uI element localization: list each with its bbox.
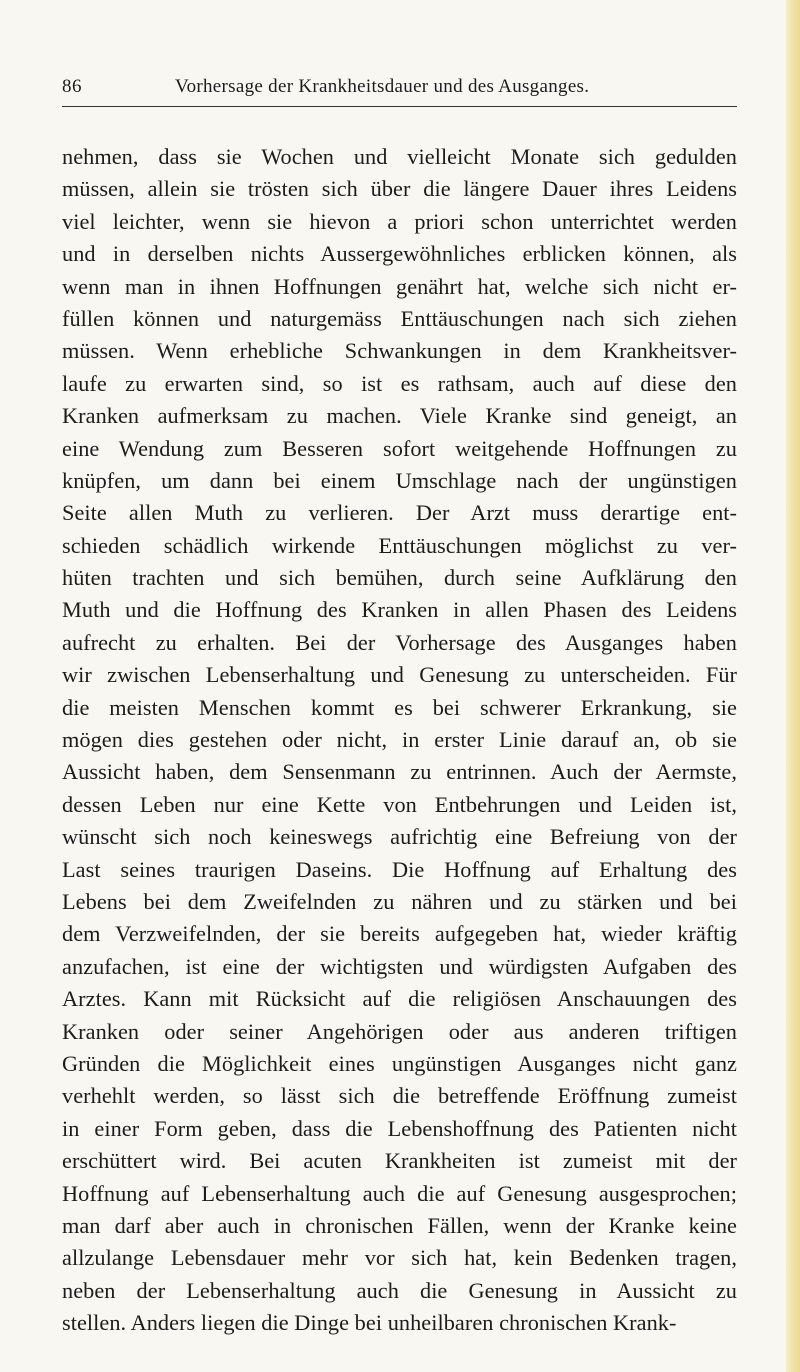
- text-line: hüten trachten und sich bemühen, durch seine Aufklärung den: [62, 565, 737, 591]
- text-line: in einer Form geben, dass die Lebenshoffnung des Patienten nicht: [62, 1115, 737, 1141]
- text-line: wenn man in ihnen Hoffnungen genährt hat, welche sich nicht er-: [62, 273, 737, 299]
- text-line: Gründen die Möglichkeit eines ungünstigen Ausganges nicht ganz: [62, 1050, 737, 1076]
- body-text: [62, 141, 737, 1339]
- text-line: aufrecht zu erhalten. Bei der Vorhersage des Ausganges haben: [62, 629, 737, 655]
- text-line: verhehlt werden, so lässt sich die betreffende Eröffnung zumeist: [62, 1083, 737, 1109]
- text-line: Kranken aufmerksam zu machen. Viele Kranke sind geneigt, an: [62, 403, 737, 429]
- text-line: erschüttert wird. Bei acuten Krankheiten ist zumeist mit der: [62, 1148, 737, 1174]
- text-line: viel leichter, wenn sie hievon a priori schon unterrichtet werden: [62, 208, 737, 234]
- text-line: Aussicht haben, dem Sensenmann zu entrinnen. Auch der Aermste,: [62, 759, 737, 785]
- page-edge-shading: [786, 0, 800, 1372]
- text-line: neben der Lebenserhaltung auch die Genesung in Aussicht zu: [62, 1277, 737, 1303]
- text-line: Lebens bei dem Zweifelnden zu nähren und zu stärken und bei: [62, 888, 737, 914]
- text-line: Last seines traurigen Daseins. Die Hoffnung auf Erhaltung des: [62, 856, 737, 882]
- text-line: müssen, allein sie trösten sich über die längere Dauer ihres Leidens: [62, 176, 737, 202]
- text-line: wir zwischen Lebenserhaltung und Genesung zu unterscheiden. Für: [62, 662, 737, 688]
- text-line: und in derselben nichts Aussergewöhnliches erblicken können, als: [62, 241, 737, 267]
- text-line: Muth und die Hoffnung des Kranken in allen Phasen des Leidens: [62, 597, 737, 623]
- text-line: dem Verzweifelnden, der sie bereits aufgegeben hat, wieder kräftig: [62, 921, 737, 947]
- text-line: Hoffnung auf Lebenserhaltung auch die auf Genesung ausgesprochen;: [62, 1180, 737, 1206]
- text-line: knüpfen, um dann bei einem Umschlage nach der ungünstigen: [62, 467, 737, 493]
- page-number: 86: [62, 76, 82, 97]
- text-line: wünscht sich noch keineswegs aufrichtig eine Befreiung von der: [62, 824, 737, 850]
- text-line: Seite allen Muth zu verlieren. Der Arzt muss derartige ent-: [62, 500, 737, 526]
- text-line: dessen Leben nur eine Kette von Entbehrungen und Leiden ist,: [62, 791, 737, 817]
- text-line: man darf aber auch in chronischen Fällen, wenn der Kranke keine: [62, 1212, 737, 1238]
- text-line: Kranken oder seiner Angehörigen oder aus anderen triftigen: [62, 1018, 737, 1044]
- text-line: die meisten Menschen kommt es bei schwerer Erkrankung, sie: [62, 694, 737, 720]
- text-line: allzulange Lebensdauer mehr vor sich hat, kein Bedenken tragen,: [62, 1245, 737, 1271]
- text-line: füllen können und naturgemäss Enttäuschungen nach sich ziehen: [62, 305, 737, 331]
- text-line: schieden schädlich wirkende Enttäuschungen möglichst zu ver-: [62, 532, 737, 558]
- text-line: stellen. Anders liegen die Dinge bei unheilbaren chronischen Krank-: [62, 1310, 677, 1336]
- text-line: eine Wendung zum Besseren sofort weitgehende Hoffnungen zu: [62, 435, 737, 461]
- page-header: [62, 76, 737, 107]
- text-line: mögen dies gestehen oder nicht, in erster Linie darauf an, ob sie: [62, 727, 737, 753]
- text-line: nehmen, dass sie Wochen und vielleicht Monate sich gedulden: [62, 144, 737, 169]
- text-line: laufe zu erwarten sind, so ist es rathsam, auch auf diese den: [62, 370, 737, 396]
- text-line: anzufachen, ist eine der wichtigsten und würdigsten Aufgaben des: [62, 953, 737, 979]
- text-line: Arztes. Kann mit Rücksicht auf die religiösen Anschauungen des: [62, 986, 737, 1012]
- text-line: müssen. Wenn erhebliche Schwankungen in dem Krankheitsver-: [62, 338, 737, 364]
- running-head: Vorhersage der Krankheitsdauer und des Ausganges.: [175, 76, 590, 97]
